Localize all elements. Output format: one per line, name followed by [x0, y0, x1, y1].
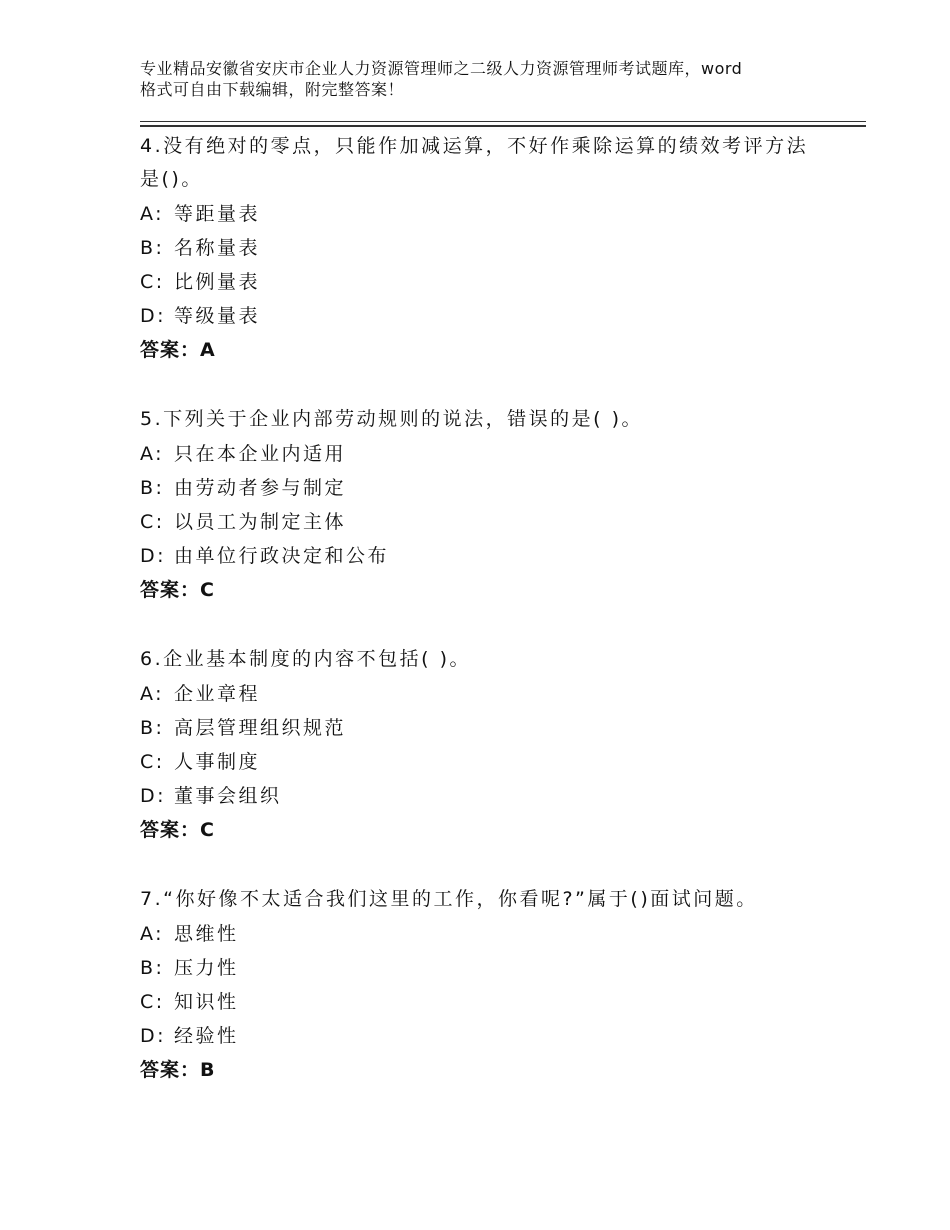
- answer: 答案：C: [140, 579, 215, 601]
- question-list: [140, 130, 860, 1123]
- question-4: [140, 130, 860, 367]
- option-letter: C:: [140, 991, 165, 1013]
- option-letter: D:: [140, 1025, 167, 1047]
- option-text: 等级量表: [174, 305, 261, 327]
- option-d: [140, 779, 860, 813]
- answer: 答案：B: [140, 1059, 216, 1081]
- option-text: 由劳动者参与制定: [174, 477, 347, 499]
- option-text: 由单位行政决定和公布: [174, 545, 390, 567]
- option-letter: B:: [140, 237, 165, 259]
- option-letter: B:: [140, 957, 165, 979]
- question-stem: 7.“你好像不太适合我们这里的工作，你看呢?”属于()面试问题。: [140, 888, 758, 910]
- option-text: 比例量表: [174, 271, 261, 293]
- option-text: 高层管理组织规范: [174, 717, 347, 739]
- option-a: [140, 677, 860, 711]
- option-letter: D:: [140, 545, 167, 567]
- option-letter: B:: [140, 717, 165, 739]
- question-6: [140, 643, 860, 847]
- answer: 答案：A: [140, 339, 216, 361]
- question-stem: 6.企业基本制度的内容不包括( )。: [140, 648, 471, 670]
- option-b: [140, 711, 860, 745]
- option-b: [140, 231, 860, 265]
- option-text: 压力性: [174, 957, 239, 979]
- option-text: 等距量表: [174, 203, 261, 225]
- option-d: [140, 539, 860, 573]
- question-stem: 4.没有绝对的零点，只能作加减运算，不好作乘除运算的绩效考评方法是()。: [140, 135, 809, 190]
- option-letter: A:: [140, 683, 165, 705]
- option-text: 知识性: [174, 991, 239, 1013]
- question-5: [140, 403, 860, 607]
- option-text: 只在本企业内适用: [174, 443, 347, 465]
- question-stem: 5.下列关于企业内部劳动规则的说法，错误的是( )。: [140, 408, 643, 430]
- option-a: [140, 917, 860, 951]
- document-header: [140, 58, 860, 100]
- header-divider-thick: [140, 125, 866, 127]
- option-letter: D:: [140, 305, 167, 327]
- option-text: 董事会组织: [174, 785, 282, 807]
- option-a: [140, 197, 860, 231]
- option-c: [140, 745, 860, 779]
- option-text: 企业章程: [174, 683, 261, 705]
- option-letter: C:: [140, 511, 165, 533]
- option-c: [140, 985, 860, 1019]
- option-b: [140, 951, 860, 985]
- option-letter: B:: [140, 477, 165, 499]
- option-text: 经验性: [174, 1025, 239, 1047]
- option-letter: C:: [140, 271, 165, 293]
- header-divider-thin: [140, 121, 866, 122]
- option-letter: D:: [140, 785, 167, 807]
- header-line-2: 格式可自由下载编辑，附完整答案！: [140, 80, 405, 99]
- option-b: [140, 471, 860, 505]
- option-text: 人事制度: [174, 751, 261, 773]
- option-text: 名称量表: [174, 237, 261, 259]
- option-d: [140, 299, 860, 333]
- header-line-1: 专业精品安徽省安庆市企业人力资源管理师之二级人力资源管理师考试题库，word: [140, 59, 743, 78]
- answer: 答案：C: [140, 819, 215, 841]
- option-c: [140, 505, 860, 539]
- option-text: 以员工为制定主体: [174, 511, 347, 533]
- option-letter: A:: [140, 203, 165, 225]
- option-letter: C:: [140, 751, 165, 773]
- option-text: 思维性: [174, 923, 239, 945]
- option-letter: A:: [140, 923, 165, 945]
- question-7: [140, 883, 860, 1087]
- option-a: [140, 437, 860, 471]
- option-letter: A:: [140, 443, 165, 465]
- option-c: [140, 265, 860, 299]
- option-d: [140, 1019, 860, 1053]
